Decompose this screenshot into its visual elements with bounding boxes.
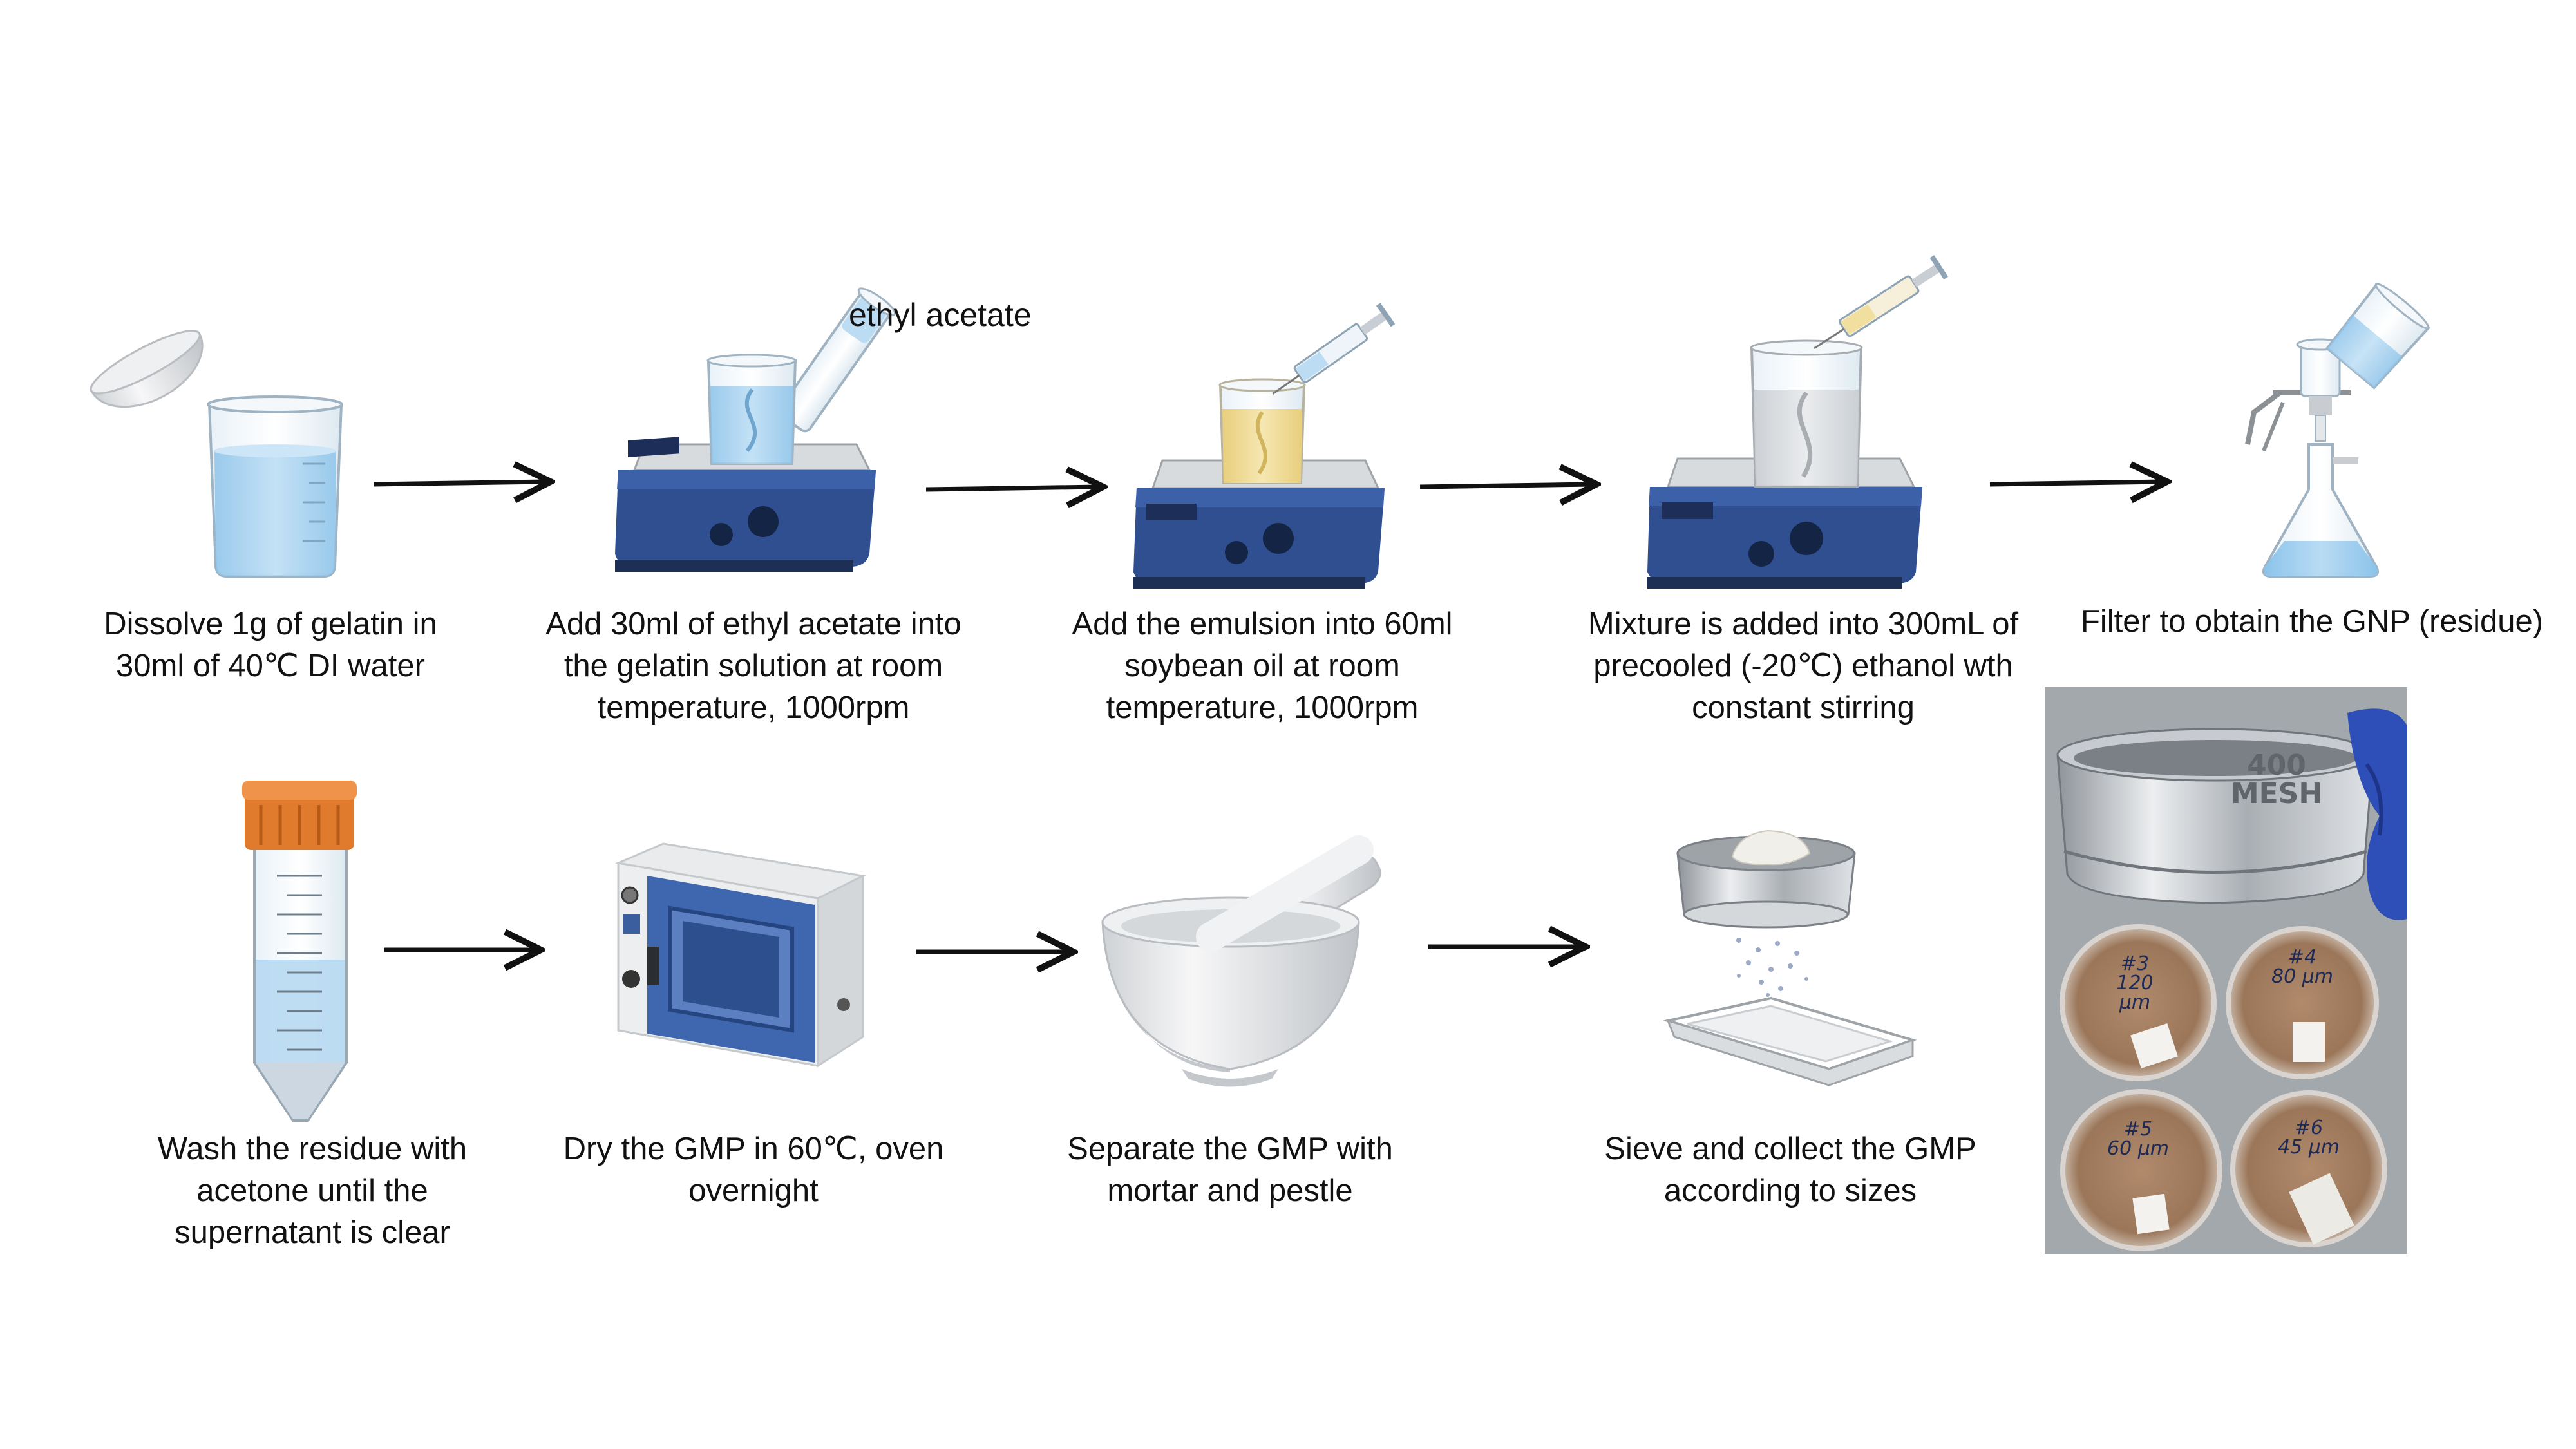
dish-label-5 — [2103, 1120, 2174, 1159]
caption-line: soybean oil at room — [1124, 649, 1400, 683]
caption-line: Separate the GMP with — [1067, 1132, 1393, 1166]
dish-number: #6 — [2294, 1117, 2324, 1139]
step-2-caption — [522, 603, 985, 729]
caption-line: Add 30ml of ethyl acetate into — [545, 607, 961, 641]
hotplate-stirrer-with-syringe-icon — [1647, 255, 1948, 589]
caption-line: mortar and pestle — [1107, 1173, 1353, 1208]
vacuum-filtration-icon — [2248, 280, 2432, 576]
ethyl-acetate-label: ethyl acetate — [849, 297, 1032, 333]
caption-line: Wash the residue with — [157, 1132, 468, 1166]
dish-size: 60 μm — [2107, 1137, 2170, 1160]
step-9-caption — [1584, 1128, 1996, 1212]
dish-number: #3 — [2120, 952, 2150, 975]
dish-label-3 — [2099, 954, 2170, 1012]
caption-line: Add the emulsion into 60ml — [1072, 607, 1453, 641]
dish-number: #5 — [2123, 1118, 2153, 1141]
beaker-with-bowl-icon — [84, 321, 342, 576]
caption-line: Dissolve 1g of gelatin in — [104, 607, 437, 641]
dish-number: #4 — [2287, 946, 2317, 969]
caption-line: the gelatin solution at room — [564, 649, 943, 683]
dish-size: 120 μm — [2116, 972, 2154, 1014]
caption-line: precooled (-20℃) ethanol wth — [1593, 649, 2013, 683]
centrifuge-tube-icon — [242, 781, 357, 1121]
caption-line: Mixture is added into 300mL of — [1587, 607, 2019, 641]
caption-line: 30ml of 40℃ DI water — [116, 649, 425, 683]
hotplate-stirrer-with-syringe-icon — [1133, 303, 1395, 589]
caption-line: temperature, 1000rpm — [1106, 690, 1419, 725]
step-8-caption — [1037, 1128, 1423, 1212]
caption-line: overnight — [688, 1173, 819, 1208]
caption-line: constant stirring — [1692, 690, 1915, 725]
step-1-caption — [77, 603, 464, 687]
caption-line: Dry the GMP in 60℃, oven — [563, 1132, 944, 1166]
drying-oven-icon — [618, 844, 863, 1066]
caption-line: supernatant is clear — [175, 1215, 450, 1250]
caption-line: Sieve and collect the GMP — [1604, 1132, 1976, 1166]
dish-label-4 — [2267, 948, 2338, 987]
arrow-4 — [1990, 482, 2163, 484]
sieve-and-tray-icon — [1668, 831, 1913, 1085]
sieved-gmp-photo — [2045, 687, 2407, 1254]
dish-size: 80 μm — [2271, 965, 2334, 988]
dish-label-6 — [2273, 1119, 2344, 1157]
mortar-and-pestle-icon — [1103, 850, 1380, 1087]
caption-line: according to sizes — [1663, 1173, 1917, 1208]
step-4-caption — [1558, 603, 2048, 729]
caption-line: Filter to obtain the GNP (residue) — [2080, 604, 2544, 639]
caption-line: temperature, 1000rpm — [597, 690, 910, 725]
sieve-mesh-label: 400 MESH — [2230, 749, 2323, 810]
arrow-2 — [926, 487, 1099, 489]
arrow-1 — [374, 482, 546, 484]
step-5-caption — [2061, 601, 2563, 643]
step-3-caption — [1037, 603, 1488, 729]
dish-size: 45 μm — [2277, 1136, 2340, 1159]
step-6-caption — [119, 1128, 506, 1254]
step-7-caption — [547, 1128, 960, 1212]
arrow-3 — [1420, 484, 1592, 487]
caption-line: acetone until the — [196, 1173, 428, 1208]
